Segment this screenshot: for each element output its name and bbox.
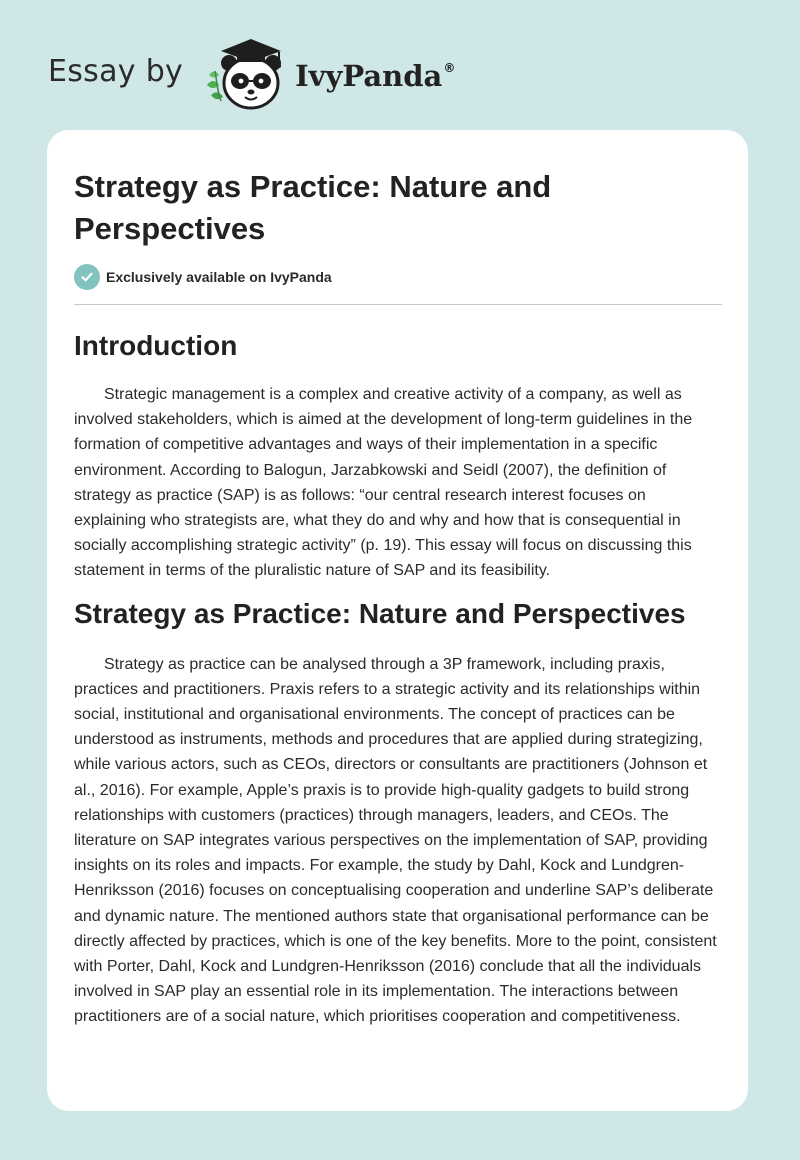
section-paragraph-nature-perspectives: Strategy as practice can be analysed through a 3P framework, including praxis, practices and practitioners. Praxis refers to a strategic activity and its relationships within social, institutional and organisational environments. The concept of practices can be understood as instruments, methods and procedures that are applied during strategizing, while various actors, such as CEOs, directors or consultants are practitioners (Johnson et al., 2016). For example, Apple’s praxis is to provide high-quality gadgets to build strong relationships with customers (practices) through managers, leaders, and CEOs. The literature on SAP integrates various perspectives on the implementation of SAP, providing insights on its roles and impacts. For example, the study by Dahl, Kock and Lundgren-Henriksson (2016) focuses on conceptualising cooperation and underline SAP’s deliberate and dynamic nature. The mentioned authors state that organisational performance can be directly affected by practices, which is one of the key benefits. More to the point, consistent with Porter, Dahl, Kock and Lundgren-Henriksson (2016) conclude that all the individuals involved in SAP play an essential role in its implementation. The interactions between practitioners are of a social nature, which prioritises cooperation and competitiveness. [74,655,717,1026]
exclusive-badge [74,264,722,290]
section-paragraph-introduction: Strategic management is a complex and creative activity of a company, as well as involved stakeholders, which is aimed at the development of long-term guidelines in the formation of competitive advantages and ways of their implementation in a specific environment. According to Balogun, Jarzabkowski and Seidl (2007), the definition of strategy as practice (SAP) is as follows: “our central research interest focuses on explaining who strategists are, what they do and why and how that is consequential in socially accomplishing strategic activity” (p. 19). This essay will focus on discussing this statement in terms of the pluralistic nature of SAP and its feasibility. [74,386,693,580]
exclusive-label: Exclusively available on IvyPanda [106,269,332,285]
section-heading-introduction: Introduction [74,330,238,361]
brand-prefix: Essay by [48,53,184,89]
page-title: Strategy as Practice: Nature and Perspectives [74,169,552,246]
brand-name: IvyPanda® [295,59,456,93]
section-heading-nature-perspectives: Strategy as Practice: Nature and Perspectives [74,597,686,629]
divider [74,304,722,305]
panda-logo-icon [199,35,291,113]
brand-header [48,34,455,114]
article-card [47,130,748,1111]
check-circle-icon [74,264,100,290]
